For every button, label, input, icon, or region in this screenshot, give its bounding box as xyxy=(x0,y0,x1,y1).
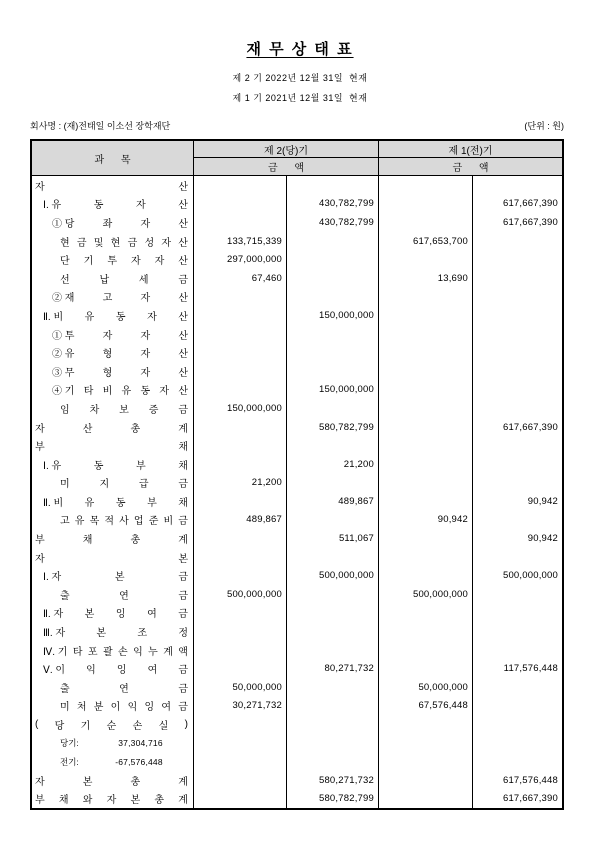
amount-cell xyxy=(378,250,472,269)
amount-cell xyxy=(193,436,286,455)
amount-cell: 297,000,000 xyxy=(193,250,286,269)
amount-cell xyxy=(378,566,472,585)
amount-cell xyxy=(286,250,378,269)
amount-cell xyxy=(286,641,378,660)
account-cell xyxy=(32,734,193,753)
amount-cell xyxy=(193,566,286,585)
account-cell: 부 채 xyxy=(35,442,188,454)
prior-amount-header: 금 액 xyxy=(378,158,562,175)
amount-cell xyxy=(472,641,562,660)
amount-cell xyxy=(193,288,286,307)
account-cell: 부 채 와 자 본 총 계 xyxy=(35,795,188,807)
account-cell: ① 투 자 자 산 xyxy=(52,330,188,342)
amount-cell xyxy=(472,622,562,641)
amount-cell: 617,653,700 xyxy=(378,232,472,251)
amount-cell: 500,000,000 xyxy=(472,566,562,585)
account-cell: Ⅰ. 유 동 자 산 xyxy=(43,200,188,212)
table-row xyxy=(32,195,562,214)
amount-cell xyxy=(193,622,286,641)
amount-cell xyxy=(193,381,286,400)
amount-cell xyxy=(378,381,472,400)
account-cell: Ⅰ. 유 동 부 채 xyxy=(43,460,188,472)
amount-cell xyxy=(286,697,378,716)
amount-cell xyxy=(378,548,472,567)
amount-cell xyxy=(378,474,472,493)
table-row xyxy=(32,492,562,511)
table-row xyxy=(32,622,562,641)
amount-cell: 430,782,799 xyxy=(286,195,378,214)
unit-label: (단위 : 원) xyxy=(524,121,564,131)
amount-cell xyxy=(378,399,472,418)
table-row xyxy=(32,250,562,269)
amount-cell: 13,690 xyxy=(378,269,472,288)
amount-cell xyxy=(193,548,286,567)
account-cell: Ⅱ. 비 유 동 부 채 xyxy=(43,497,188,509)
amount-cell xyxy=(472,362,562,381)
table-row xyxy=(32,418,562,437)
amount-cell xyxy=(286,604,378,623)
account-cell: 임 차 보 증 금 xyxy=(60,404,188,416)
amount-cell xyxy=(378,659,472,678)
table-header xyxy=(32,141,562,176)
account-cell: Ⅰ. 자 본 금 xyxy=(43,572,188,584)
account-cell: 자 본 xyxy=(35,553,188,565)
account-cell: ② 재 고 자 산 xyxy=(52,293,188,305)
table-body xyxy=(32,176,562,808)
amount-cell: 500,000,000 xyxy=(378,585,472,604)
amount-cell: 617,576,448 xyxy=(472,771,562,790)
amount-cell xyxy=(193,715,286,734)
amount-cell xyxy=(193,455,286,474)
table-row xyxy=(32,381,562,400)
amount-cell xyxy=(378,176,472,195)
account-cell: Ⅴ. 이 익 잉 여 금 xyxy=(43,665,188,677)
amount-cell xyxy=(193,343,286,362)
table-row xyxy=(32,474,562,493)
amount-cell xyxy=(472,678,562,697)
account-cell: ② 유 형 자 산 xyxy=(52,349,188,361)
amount-cell: 617,667,390 xyxy=(472,790,562,809)
amount-cell xyxy=(472,548,562,567)
amount-cell xyxy=(193,659,286,678)
account-cell: 현 금 및 현 금 성 자 산 xyxy=(60,237,188,249)
amount-cell xyxy=(193,325,286,344)
amount-cell xyxy=(286,362,378,381)
net-loss-period-label: 전기: xyxy=(60,756,79,767)
amount-cell: 150,000,000 xyxy=(286,381,378,400)
table-row xyxy=(32,734,562,753)
amount-cell: 90,942 xyxy=(378,511,472,530)
amount-cell xyxy=(378,213,472,232)
amount-cell xyxy=(378,622,472,641)
amount-cell xyxy=(378,343,472,362)
amount-cell xyxy=(286,715,378,734)
net-loss-value: -67,576,448 xyxy=(115,756,163,767)
amount-cell xyxy=(286,436,378,455)
account-cell: ( 당 기 순 손 실 ) xyxy=(35,719,188,733)
net-loss-period-label: 당기: xyxy=(60,738,79,749)
amount-cell xyxy=(286,752,378,771)
amount-cell xyxy=(472,752,562,771)
period-1-date: 제 1 기 2021년 12월 31일 현재 xyxy=(232,93,368,103)
balance-sheet-table xyxy=(30,139,564,810)
amount-cell: 500,000,000 xyxy=(286,566,378,585)
table-row xyxy=(32,790,562,809)
amount-cell xyxy=(378,362,472,381)
amount-cell xyxy=(286,678,378,697)
amount-cell xyxy=(286,343,378,362)
amount-cell: 617,667,390 xyxy=(472,213,562,232)
period-2-date: 제 2 기 2022년 12월 31일 현재 xyxy=(232,73,368,83)
amount-cell xyxy=(472,269,562,288)
net-loss-value: 37,304,716 xyxy=(118,738,163,749)
table-row xyxy=(32,176,562,195)
amount-cell xyxy=(286,325,378,344)
statement-dates xyxy=(0,68,600,108)
amount-cell: 580,271,732 xyxy=(286,771,378,790)
amount-cell xyxy=(193,306,286,325)
amount-cell: 21,200 xyxy=(286,455,378,474)
amount-cell: 580,782,799 xyxy=(286,418,378,437)
company-name: 회사명 : (재)전태일 이소선 장학재단 xyxy=(30,121,171,131)
amount-cell xyxy=(193,734,286,753)
table-row xyxy=(32,715,562,734)
amount-cell: 30,271,732 xyxy=(193,697,286,716)
amount-cell xyxy=(286,269,378,288)
amount-cell xyxy=(193,176,286,195)
amount-cell: 489,867 xyxy=(193,511,286,530)
amount-cell xyxy=(378,288,472,307)
amount-cell: 50,000,000 xyxy=(193,678,286,697)
amount-cell xyxy=(286,511,378,530)
amount-cell: 50,000,000 xyxy=(378,678,472,697)
amount-cell xyxy=(378,790,472,809)
table-row xyxy=(32,511,562,530)
amount-cell: 489,867 xyxy=(286,492,378,511)
account-cell: 출 연 금 xyxy=(60,590,188,602)
amount-cell: 430,782,799 xyxy=(286,213,378,232)
amount-cell: 617,667,390 xyxy=(472,195,562,214)
amount-cell: 150,000,000 xyxy=(193,399,286,418)
table-row xyxy=(32,362,562,381)
table-row xyxy=(32,325,562,344)
amount-cell xyxy=(286,734,378,753)
amount-cell xyxy=(193,604,286,623)
amount-cell: 67,460 xyxy=(193,269,286,288)
amount-cell xyxy=(378,418,472,437)
amount-cell xyxy=(193,790,286,809)
amount-cell xyxy=(193,362,286,381)
amount-cell xyxy=(286,232,378,251)
amount-cell xyxy=(193,195,286,214)
amount-cell xyxy=(193,771,286,790)
account-cell xyxy=(32,752,193,771)
table-row xyxy=(32,771,562,790)
amount-cell xyxy=(378,734,472,753)
amount-cell xyxy=(193,641,286,660)
amount-cell xyxy=(378,455,472,474)
amount-cell xyxy=(378,195,472,214)
amount-cell xyxy=(472,697,562,716)
amount-cell xyxy=(472,325,562,344)
table-row xyxy=(32,585,562,604)
account-cell: 출 연 금 xyxy=(60,683,188,695)
amount-cell: 133,715,339 xyxy=(193,232,286,251)
amount-cell xyxy=(472,734,562,753)
amount-cell: 617,667,390 xyxy=(472,418,562,437)
current-period-header: 제 2(당)기 xyxy=(193,141,378,158)
page-title: 재 무 상 태 표 xyxy=(246,41,354,58)
amount-cell xyxy=(378,771,472,790)
amount-cell: 80,271,732 xyxy=(286,659,378,678)
amount-cell xyxy=(378,325,472,344)
amount-cell xyxy=(286,288,378,307)
table-row xyxy=(32,343,562,362)
table-row xyxy=(32,752,562,771)
amount-cell xyxy=(472,585,562,604)
amount-cell: 21,200 xyxy=(193,474,286,493)
amount-cell xyxy=(472,455,562,474)
account-cell: Ⅲ. 자 본 조 정 xyxy=(43,628,188,640)
amount-cell xyxy=(472,306,562,325)
account-cell: 자 산 xyxy=(35,181,188,193)
amount-cell xyxy=(286,176,378,195)
amount-cell: 90,942 xyxy=(472,529,562,548)
amount-cell xyxy=(472,232,562,251)
amount-cell xyxy=(472,381,562,400)
table-row xyxy=(32,288,562,307)
amount-cell: 67,576,448 xyxy=(378,697,472,716)
account-cell: 부 채 총 계 xyxy=(35,535,188,547)
amount-cell xyxy=(378,715,472,734)
account-cell: ③ 무 형 자 산 xyxy=(52,367,188,379)
amount-cell: 511,067 xyxy=(286,529,378,548)
amount-cell xyxy=(472,436,562,455)
amount-cell: 117,576,448 xyxy=(472,659,562,678)
table-row xyxy=(32,604,562,623)
amount-cell: 500,000,000 xyxy=(193,585,286,604)
amount-cell xyxy=(286,622,378,641)
current-amount-header: 금 액 xyxy=(193,158,378,175)
account-cell: Ⅱ. 자 본 잉 여 금 xyxy=(43,609,188,621)
table-row xyxy=(32,678,562,697)
account-cell: 미 처 분 이 익 잉 여 금 xyxy=(60,702,188,714)
amount-cell xyxy=(193,418,286,437)
amount-cell xyxy=(286,585,378,604)
account-cell: 자 산 총 계 xyxy=(35,423,188,435)
table-row xyxy=(32,548,562,567)
amount-cell xyxy=(378,492,472,511)
table-row xyxy=(32,659,562,678)
amount-cell xyxy=(378,529,472,548)
amount-cell xyxy=(472,250,562,269)
account-cell: Ⅱ. 비 유 동 자 산 xyxy=(43,311,188,323)
amount-cell xyxy=(378,306,472,325)
amount-cell xyxy=(286,474,378,493)
amount-cell xyxy=(378,641,472,660)
table-row xyxy=(32,306,562,325)
table-row xyxy=(32,232,562,251)
amount-cell xyxy=(286,548,378,567)
account-cell: ④ 기 타 비 유 동 자 산 xyxy=(52,386,188,398)
amount-cell: 580,782,799 xyxy=(286,790,378,809)
table-row xyxy=(32,436,562,455)
amount-cell xyxy=(378,752,472,771)
table-row xyxy=(32,213,562,232)
amount-cell: 150,000,000 xyxy=(286,306,378,325)
amount-cell xyxy=(193,492,286,511)
amount-cell xyxy=(193,529,286,548)
account-cell: 고 유 목 적 사 업 준 비 금 xyxy=(60,516,188,528)
account-cell: 단 기 투 자 자 산 xyxy=(60,256,188,268)
amount-cell xyxy=(472,343,562,362)
table-row xyxy=(32,455,562,474)
table-row xyxy=(32,269,562,288)
prior-period-header: 제 1(전)기 xyxy=(378,141,562,158)
account-cell: 미 지 급 금 xyxy=(60,479,188,491)
amount-cell xyxy=(472,176,562,195)
account-column-header: 과 목 xyxy=(94,154,131,166)
amount-cell xyxy=(472,604,562,623)
account-cell: 자 본 총 계 xyxy=(35,776,188,788)
table-row xyxy=(32,697,562,716)
amount-cell xyxy=(472,288,562,307)
meta-row xyxy=(30,119,564,132)
amount-cell: 90,942 xyxy=(472,492,562,511)
table-row xyxy=(32,529,562,548)
amount-cell xyxy=(472,511,562,530)
amount-cell xyxy=(472,399,562,418)
table-row xyxy=(32,399,562,418)
account-cell: 선 납 세 금 xyxy=(60,274,188,286)
amount-cell xyxy=(378,436,472,455)
amount-cell xyxy=(378,604,472,623)
account-cell: ① 당 좌 자 산 xyxy=(52,218,188,230)
table-row xyxy=(32,566,562,585)
amount-cell xyxy=(193,213,286,232)
table-row xyxy=(32,641,562,660)
amount-cell xyxy=(286,399,378,418)
amount-cell xyxy=(472,715,562,734)
amount-cell xyxy=(472,474,562,493)
account-cell: Ⅳ. 기 타 포 괄 손 익 누 계 액 xyxy=(43,646,188,658)
amount-cell xyxy=(193,752,286,771)
